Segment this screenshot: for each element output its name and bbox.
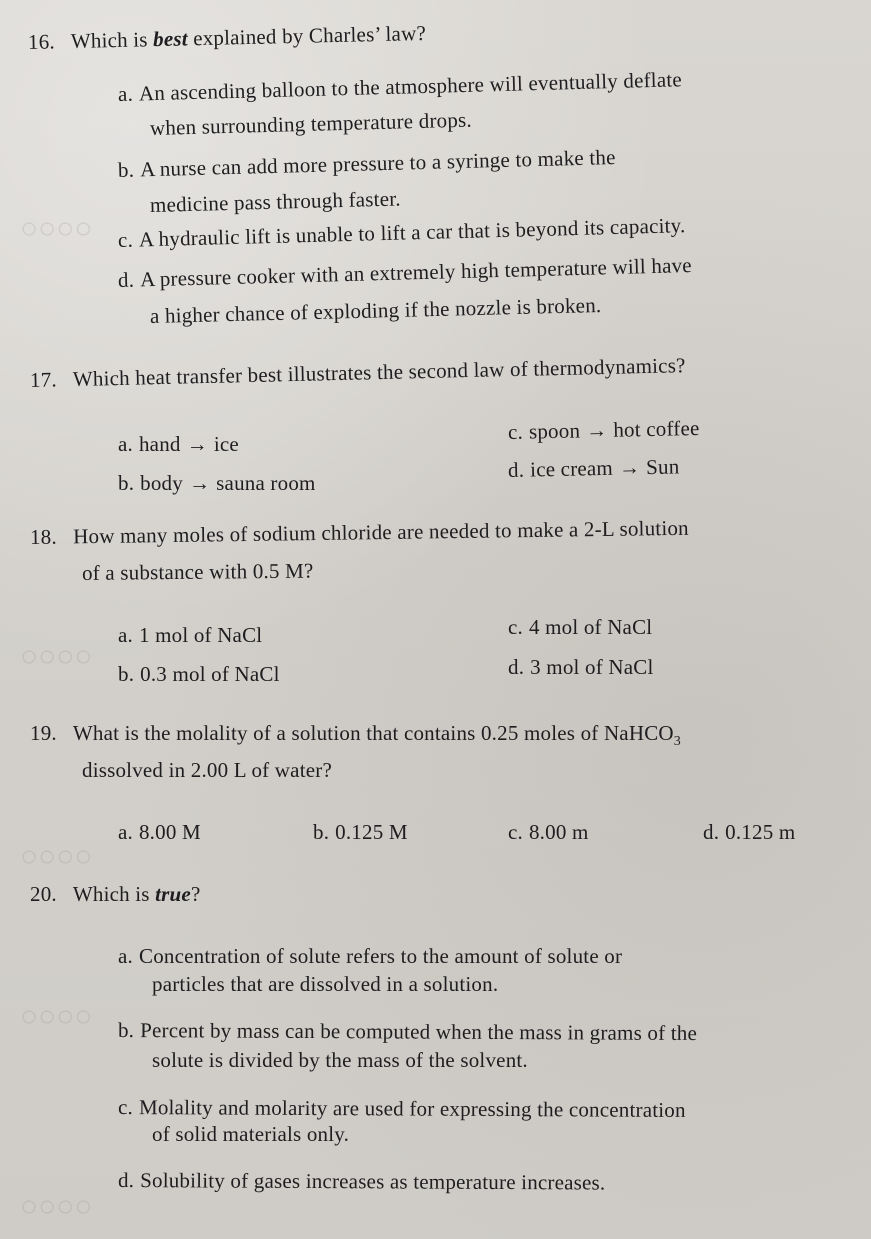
option-to: ice [213,432,239,456]
option-letter: a. [118,432,133,456]
question-number: 20. [30,882,57,906]
option-text: An ascending balloon to the atmosphere will eventually deflate [138,67,683,106]
question-20-option-b [118,1020,697,1044]
prompt-text: Which is [72,882,156,906]
question-16-option-a-cont [149,107,473,140]
question-18-prompt-cont [81,558,314,585]
option-letter: d. [117,267,135,292]
subscript: 3 [673,734,681,749]
option-from: hand [138,432,181,456]
bleed-through-marks: ○○○○ [20,1000,93,1033]
option-text: particles that are dissolved in a solution. [152,972,499,996]
option-text: 0.125 M [335,820,408,844]
question-16-option-d-cont [149,292,602,328]
option-letter: a. [118,623,133,647]
option-text: medicine pass through faster. [149,186,401,217]
prompt-text: Which is [70,27,154,54]
prompt-text: of a substance with 0.5 M? [81,558,314,585]
option-text: A nurse can add more pressure to a syringe to make the [139,144,616,182]
option-text: 8.00 M [138,820,201,844]
question-16-option-b [117,144,616,182]
option-text: a higher chance of exploding if the nozzle is broken. [149,292,602,328]
arrow-icon: → [188,471,211,495]
emphasized-word: true [155,882,191,906]
question-20-option-b-cont [152,1050,528,1071]
question-18-option-c [508,617,652,638]
option-text: A hydraulic lift is unable to lift a car that is beyond its capacity. [138,213,686,252]
option-letter: c. [508,615,523,639]
option-text: 0.125 m [725,820,796,844]
option-letter: d. [117,1168,135,1193]
arrow-icon: → [585,417,608,443]
option-text: 3 mol of NaCl [530,655,654,679]
option-from: spoon [528,418,581,444]
option-to: Sun [645,454,680,480]
question-20-option-a [118,946,622,967]
question-20-option-d [118,1170,606,1194]
question-16-option-d [117,252,693,292]
bleed-through-marks: ○○○○ [20,212,93,245]
question-19-option-b [313,822,408,843]
question-number: 19. [30,721,57,745]
question-number: 17. [29,367,58,392]
option-to: hot coffee [613,415,700,442]
option-text: Molality and molarity are used for expressing the concentration [138,1095,686,1122]
prompt-text: How many moles of sodium chloride are needed to make a 2-L solution [73,515,689,549]
option-letter: c. [117,227,134,252]
question-19-option-d [703,822,795,843]
question-18-option-a [118,625,262,646]
prompt-text: explained by Charles’ law? [187,20,427,51]
question-20-option-c [118,1097,686,1121]
option-text: A pressure cooker with an extremely high temperature will have [139,252,693,292]
option-letter: b. [313,820,330,844]
bleed-through-marks: ○○○○ [20,640,93,673]
option-letter: d. [507,457,525,482]
option-text: Solubility of gases increases as temperature increases. [140,1168,606,1195]
option-to: sauna room [216,471,316,495]
bleed-through-marks: ○○○○ [20,840,93,873]
option-letter: d. [508,655,525,679]
option-letter: d. [703,820,720,844]
question-number: 16. [27,29,56,54]
option-text: 4 mol of NaCl [528,615,653,639]
option-text: Percent by mass can be computed when the mass in grams of the [140,1018,698,1046]
option-letter: b. [118,471,135,495]
question-17-option-d [508,456,680,481]
option-from: body [140,471,183,495]
question-16-option-c [118,215,686,251]
question-17-prompt [30,355,686,391]
option-letter: b. [117,1018,135,1043]
option-letter: b. [118,662,135,686]
option-letter: b. [117,157,135,182]
prompt-text: Which heat transfer best illustrates the second law of thermodynamics? [72,353,686,392]
prompt-text: dissolved in 2.00 L of water? [82,758,332,782]
option-letter: c. [508,820,523,844]
prompt-text: What is the molality of a solution that contains 0.25 moles of NaHCO [72,721,674,745]
question-19-option-c [508,822,589,843]
option-text: 8.00 m [528,820,589,844]
emphasized-word: best [152,26,189,52]
question-17-option-c [507,415,700,444]
question-19-prompt-cont [82,760,332,781]
question-19-prompt [30,721,681,749]
question-16-prompt [27,20,427,54]
arrow-icon: → [618,455,641,480]
question-16-option-a [118,69,682,105]
option-letter: c. [117,1095,134,1120]
option-text: of solid materials only. [152,1122,350,1146]
question-17-option-b [118,473,316,494]
question-20-prompt [30,884,200,905]
option-letter: a. [118,944,133,968]
question-18-option-b [118,664,280,685]
option-from: ice cream [529,455,614,482]
option-letter: c. [507,419,524,444]
question-20-option-c-cont [152,1124,349,1145]
prompt-text: ? [190,882,201,906]
option-text: 1 mol of NaCl [138,623,263,647]
question-20-option-a-cont [152,974,498,995]
question-19-option-a [118,822,201,843]
question-number: 18. [29,524,58,549]
arrow-icon: → [186,432,208,456]
question-18-option-d [508,657,654,678]
option-letter: a. [118,820,133,844]
option-letter: a. [117,81,134,106]
option-text: 0.3 mol of NaCl [140,662,280,686]
option-text: Concentration of solute refers to the amount of solute or [138,944,623,968]
option-text: when surrounding temperature drops. [149,107,473,140]
question-16-option-b-cont [150,188,401,216]
bleed-through-marks: ○○○○ [20,1190,93,1223]
question-18-prompt [29,515,689,549]
option-text: solute is divided by the mass of the solvent. [152,1048,528,1072]
question-17-option-a [118,434,239,455]
